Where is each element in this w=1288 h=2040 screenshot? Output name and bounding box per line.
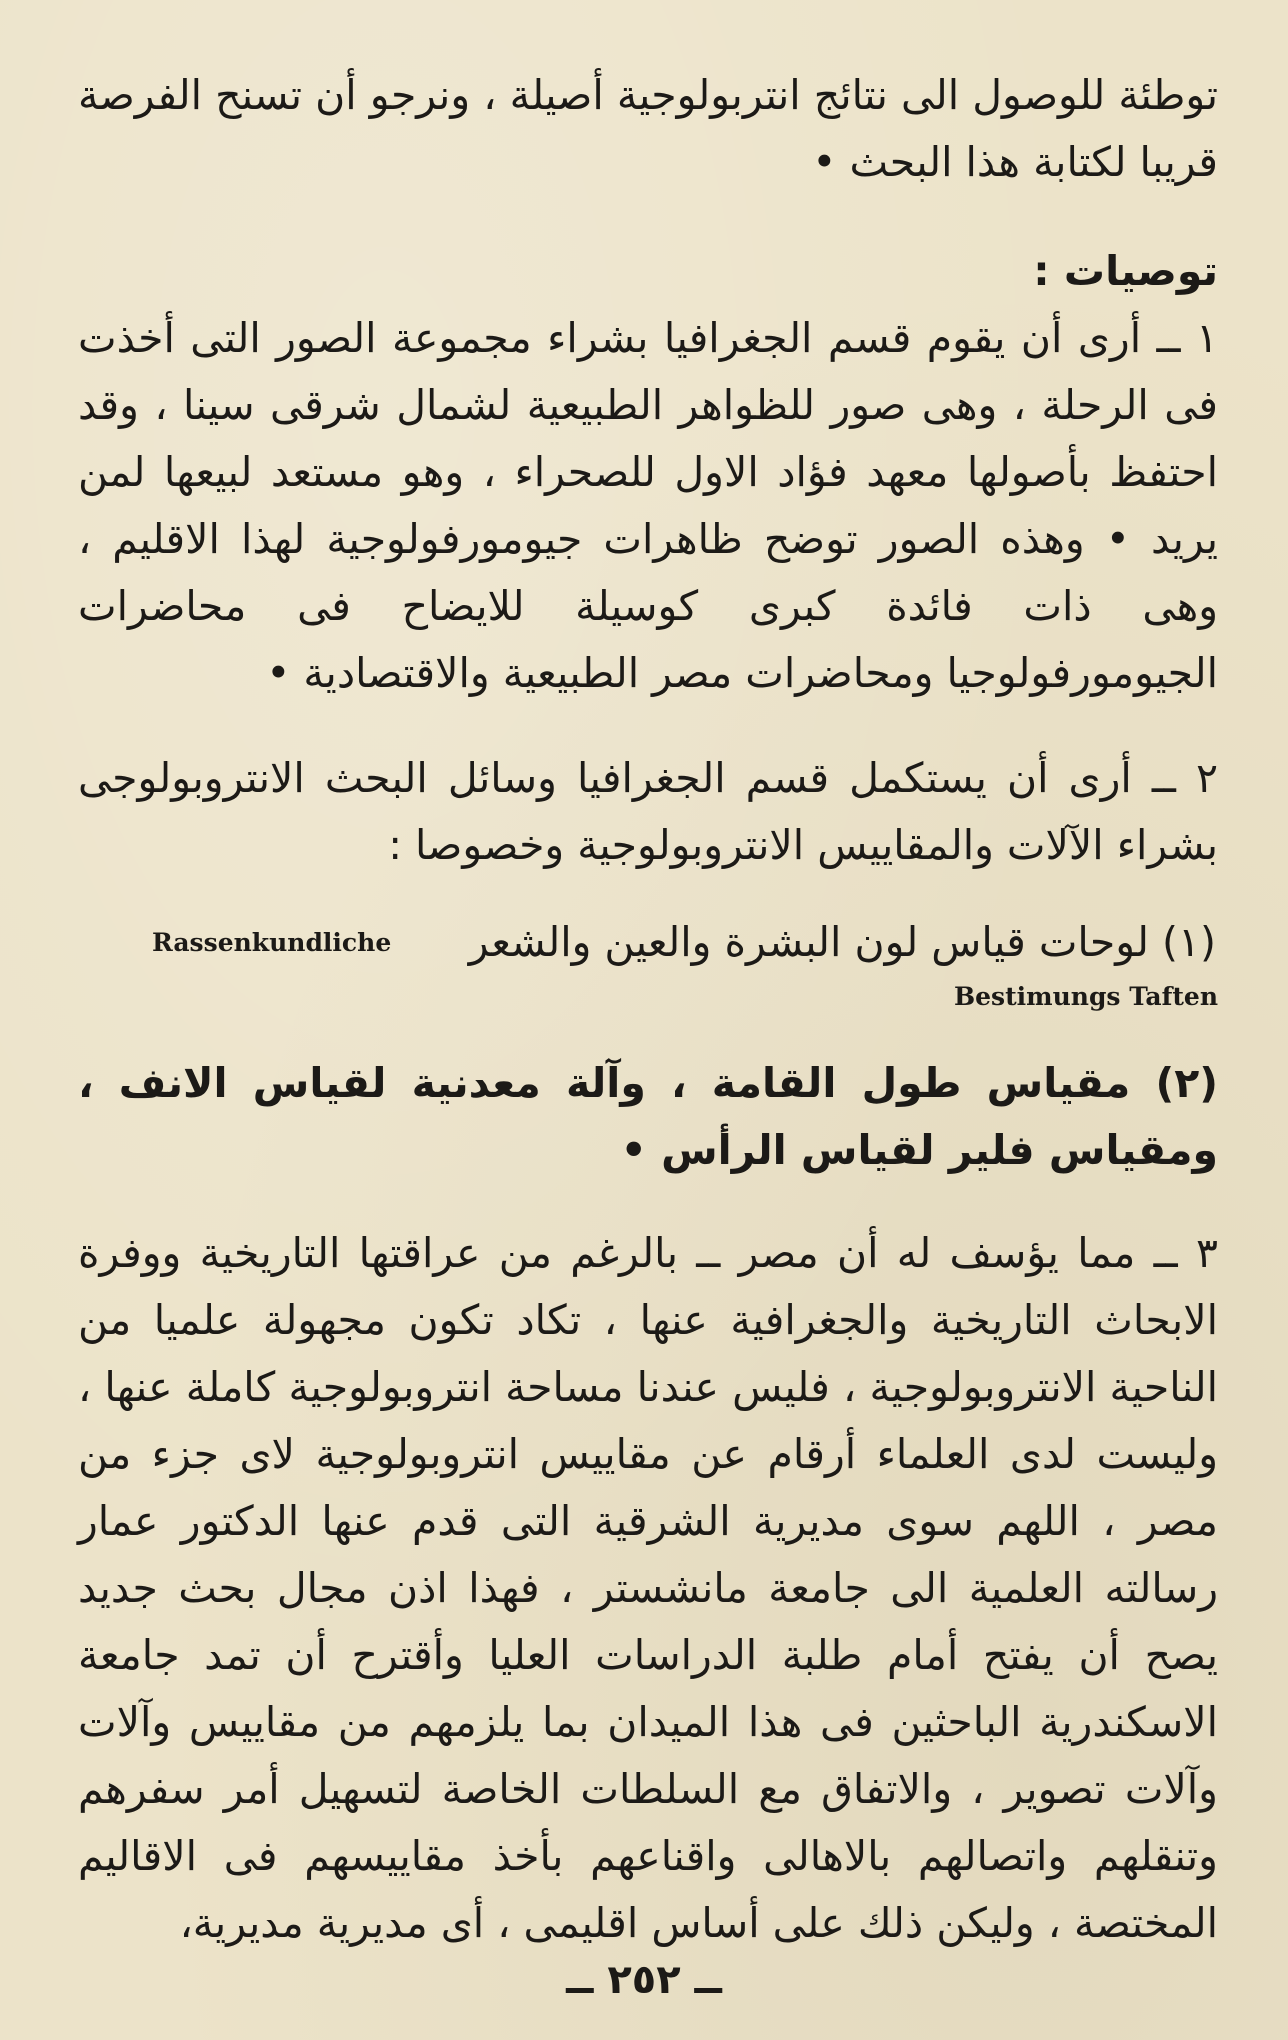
recommendation-3: ٣ ــ مما يؤسف له أن مصر ــ بالرغم من عراقتها التاريخية ووفرة الابحاث التاريخية والجغرافية عنها ، تكاد تكون مجهولة علميا من الناحية الانتروبولوجية ، فليس عندنا مساحة انتروبولوجية كاملة عنها ، وليست لدى العلماء أرقام عن مقاييس انتروبولوجية لاى جزء من مصر ، اللهم سوى مديرية الشرقية التى قدم عنها الدكتور عمار رسالته العلمية الى جامعة مانشستر ، فهذا اذن مجال بحث جديد يصح أن يفتح أمام طلبة الدراسات العليا وأقترح أن تمد جامعة الاسكندرية الباحثين فى هذا الميدان بما يلزمهم من مقاييس وآلات وآلات تصوير ، والاتفاق مع السلطات الخاصة لتسهيل أمر سفرهم وتنقلهم واتصالهم بالاهالى واقناعهم بأخذ مقاييسهم فى الاقاليم المختصة ، وليكن ذلك على أساس اقليمى ، أى مديرية مديرية، [78, 1229, 1218, 1947]
page-number: ــ ٢٥٢ ــ [566, 1957, 722, 2003]
recommendations-heading: توصيات : [1033, 247, 1218, 295]
recommendation-2: ٢ ــ أرى أن يستكمل قسم الجغرافيا وسائل البحث الانتروبولوجى بشراء الآلات والمقاييس الانتروبولوجية وخصوصا : [78, 754, 1218, 869]
item-1-german-term: Rassenkundliche [152, 928, 392, 957]
item-2: (٢) مقياس طول القامة ، وآلة معدنية لقياس الانف ، ومقياس فلير لقياس الرأس • [78, 1059, 1218, 1174]
recommendation-1: ١ ــ أرى أن يقوم قسم الجغرافيا بشراء مجموعة الصور التى أخذت فى الرحلة ، وهى صور للظواهر الطبيعية لشمال شرقى سينا ، وقد احتفظ بأصولها معهد فؤاد الاول للصحراء ، وهو مستعد لبيعها لمن يريد • وهذه الصور توضح ظاهرات جيومورفولوجية لهذا الاقليم ، وهى ذات فائدة كبرى كوسيلة للايضاح فى محاضرات الجيومورفولوجيا ومحاضرات مصر الطبيعية والاقتصادية • [78, 314, 1218, 697]
item-1-german-term-continued: Bestimungs Taften [953, 982, 1218, 1011]
item-1: (١) لوحات قياس لون البشرة والعين والشعر [468, 918, 1216, 966]
intro-paragraph: توطئة للوصول الى نتائج انتربولوجية أصيلة ، ونرجو أن تسنح الفرصة قريبا لكتابة هذا البحث • [78, 71, 1218, 186]
